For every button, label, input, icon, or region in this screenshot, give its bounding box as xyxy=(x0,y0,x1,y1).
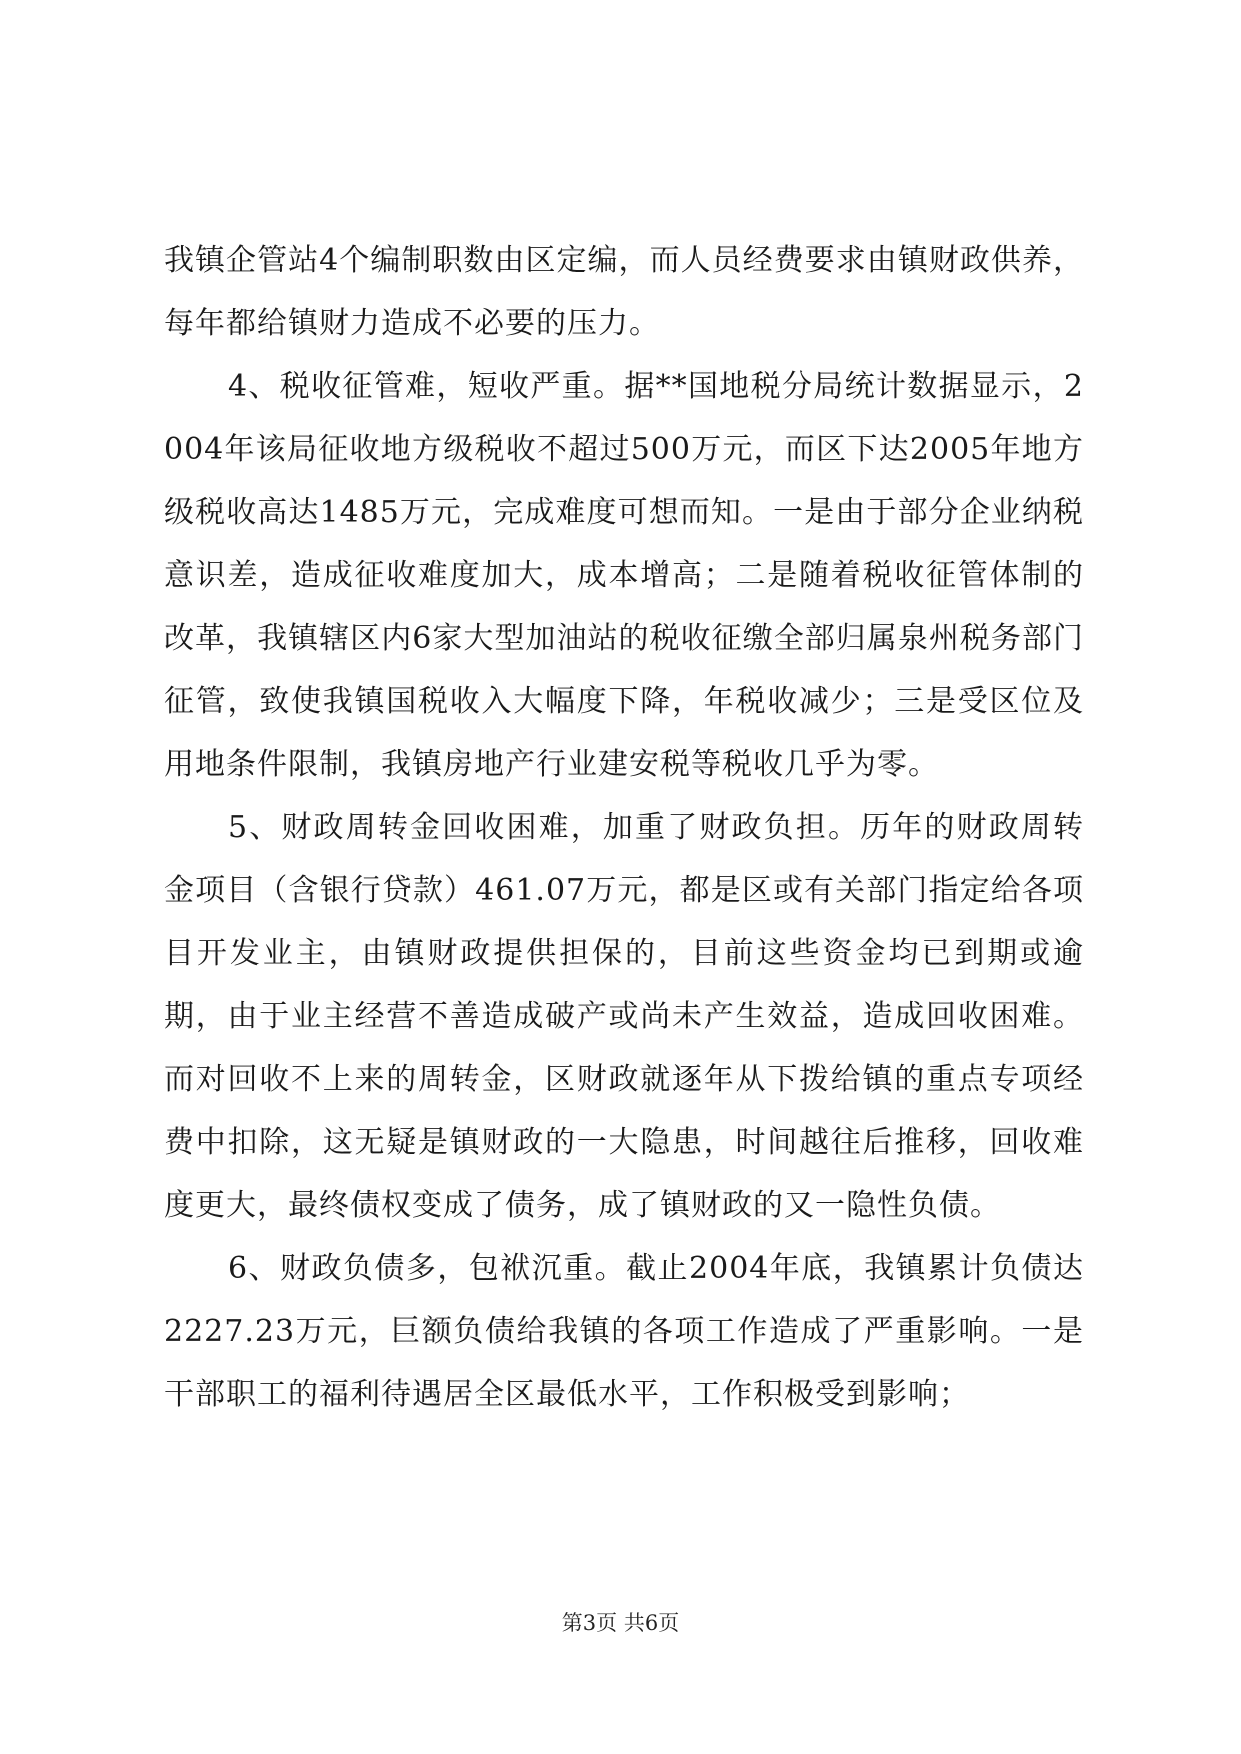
document-body xyxy=(164,229,1084,1426)
paragraph-item-4: 4、税收征管难，短收严重。据**国地税分局统计数据显示，2004年该局征收地方级税收不超过500万元，而区下达2005年地方级税收高达1485万元，完成难度可想而知。一是由于部分企业纳税意识差，造成征收难度加大，成本增高；二是随着税收征管体制的改革，我镇辖区内6家大型加油站的税收征缴全部归属泉州税务部门征管，致使我镇国税收入大幅度下降，年税收减少；三是受区位及用地条件限制，我镇房地产行业建安税等税收几乎为零。 xyxy=(164,369,1084,782)
page-number-footer: 第3页 共6页 xyxy=(561,1611,680,1635)
paragraph-continuation: 我镇企管站4个编制职数由区定编，而人员经费要求由镇财政供养，每年都给镇财力造成不必要的压力。 xyxy=(164,243,1084,341)
paragraph-item-6: 6、财政负债多，包袱沉重。截止2004年底，我镇累计负债达2227.23万元，巨额负债给我镇的各项工作造成了严重影响。一是干部职工的福利待遇居全区最低水平，工作积极受到影响； xyxy=(164,1251,1084,1412)
paragraph-item-5: 5、财政周转金回收困难，加重了财政负担。历年的财政周转金项目（含银行贷款）461.07万元，都是区或有关部门指定给各项目开发业主，由镇财政提供担保的，目前这些资金均已到期或逾期，由于业主经营不善造成破产或尚未产生效益，造成回收困难。而对回收不上来的周转金，区财政就逐年从下拨给镇的重点专项经费中扣除，这无疑是镇财政的一大隐患，时间越往后推移，回收难度更大，最终债权变成了债务，成了镇财政的又一隐性负债。 xyxy=(164,810,1084,1223)
